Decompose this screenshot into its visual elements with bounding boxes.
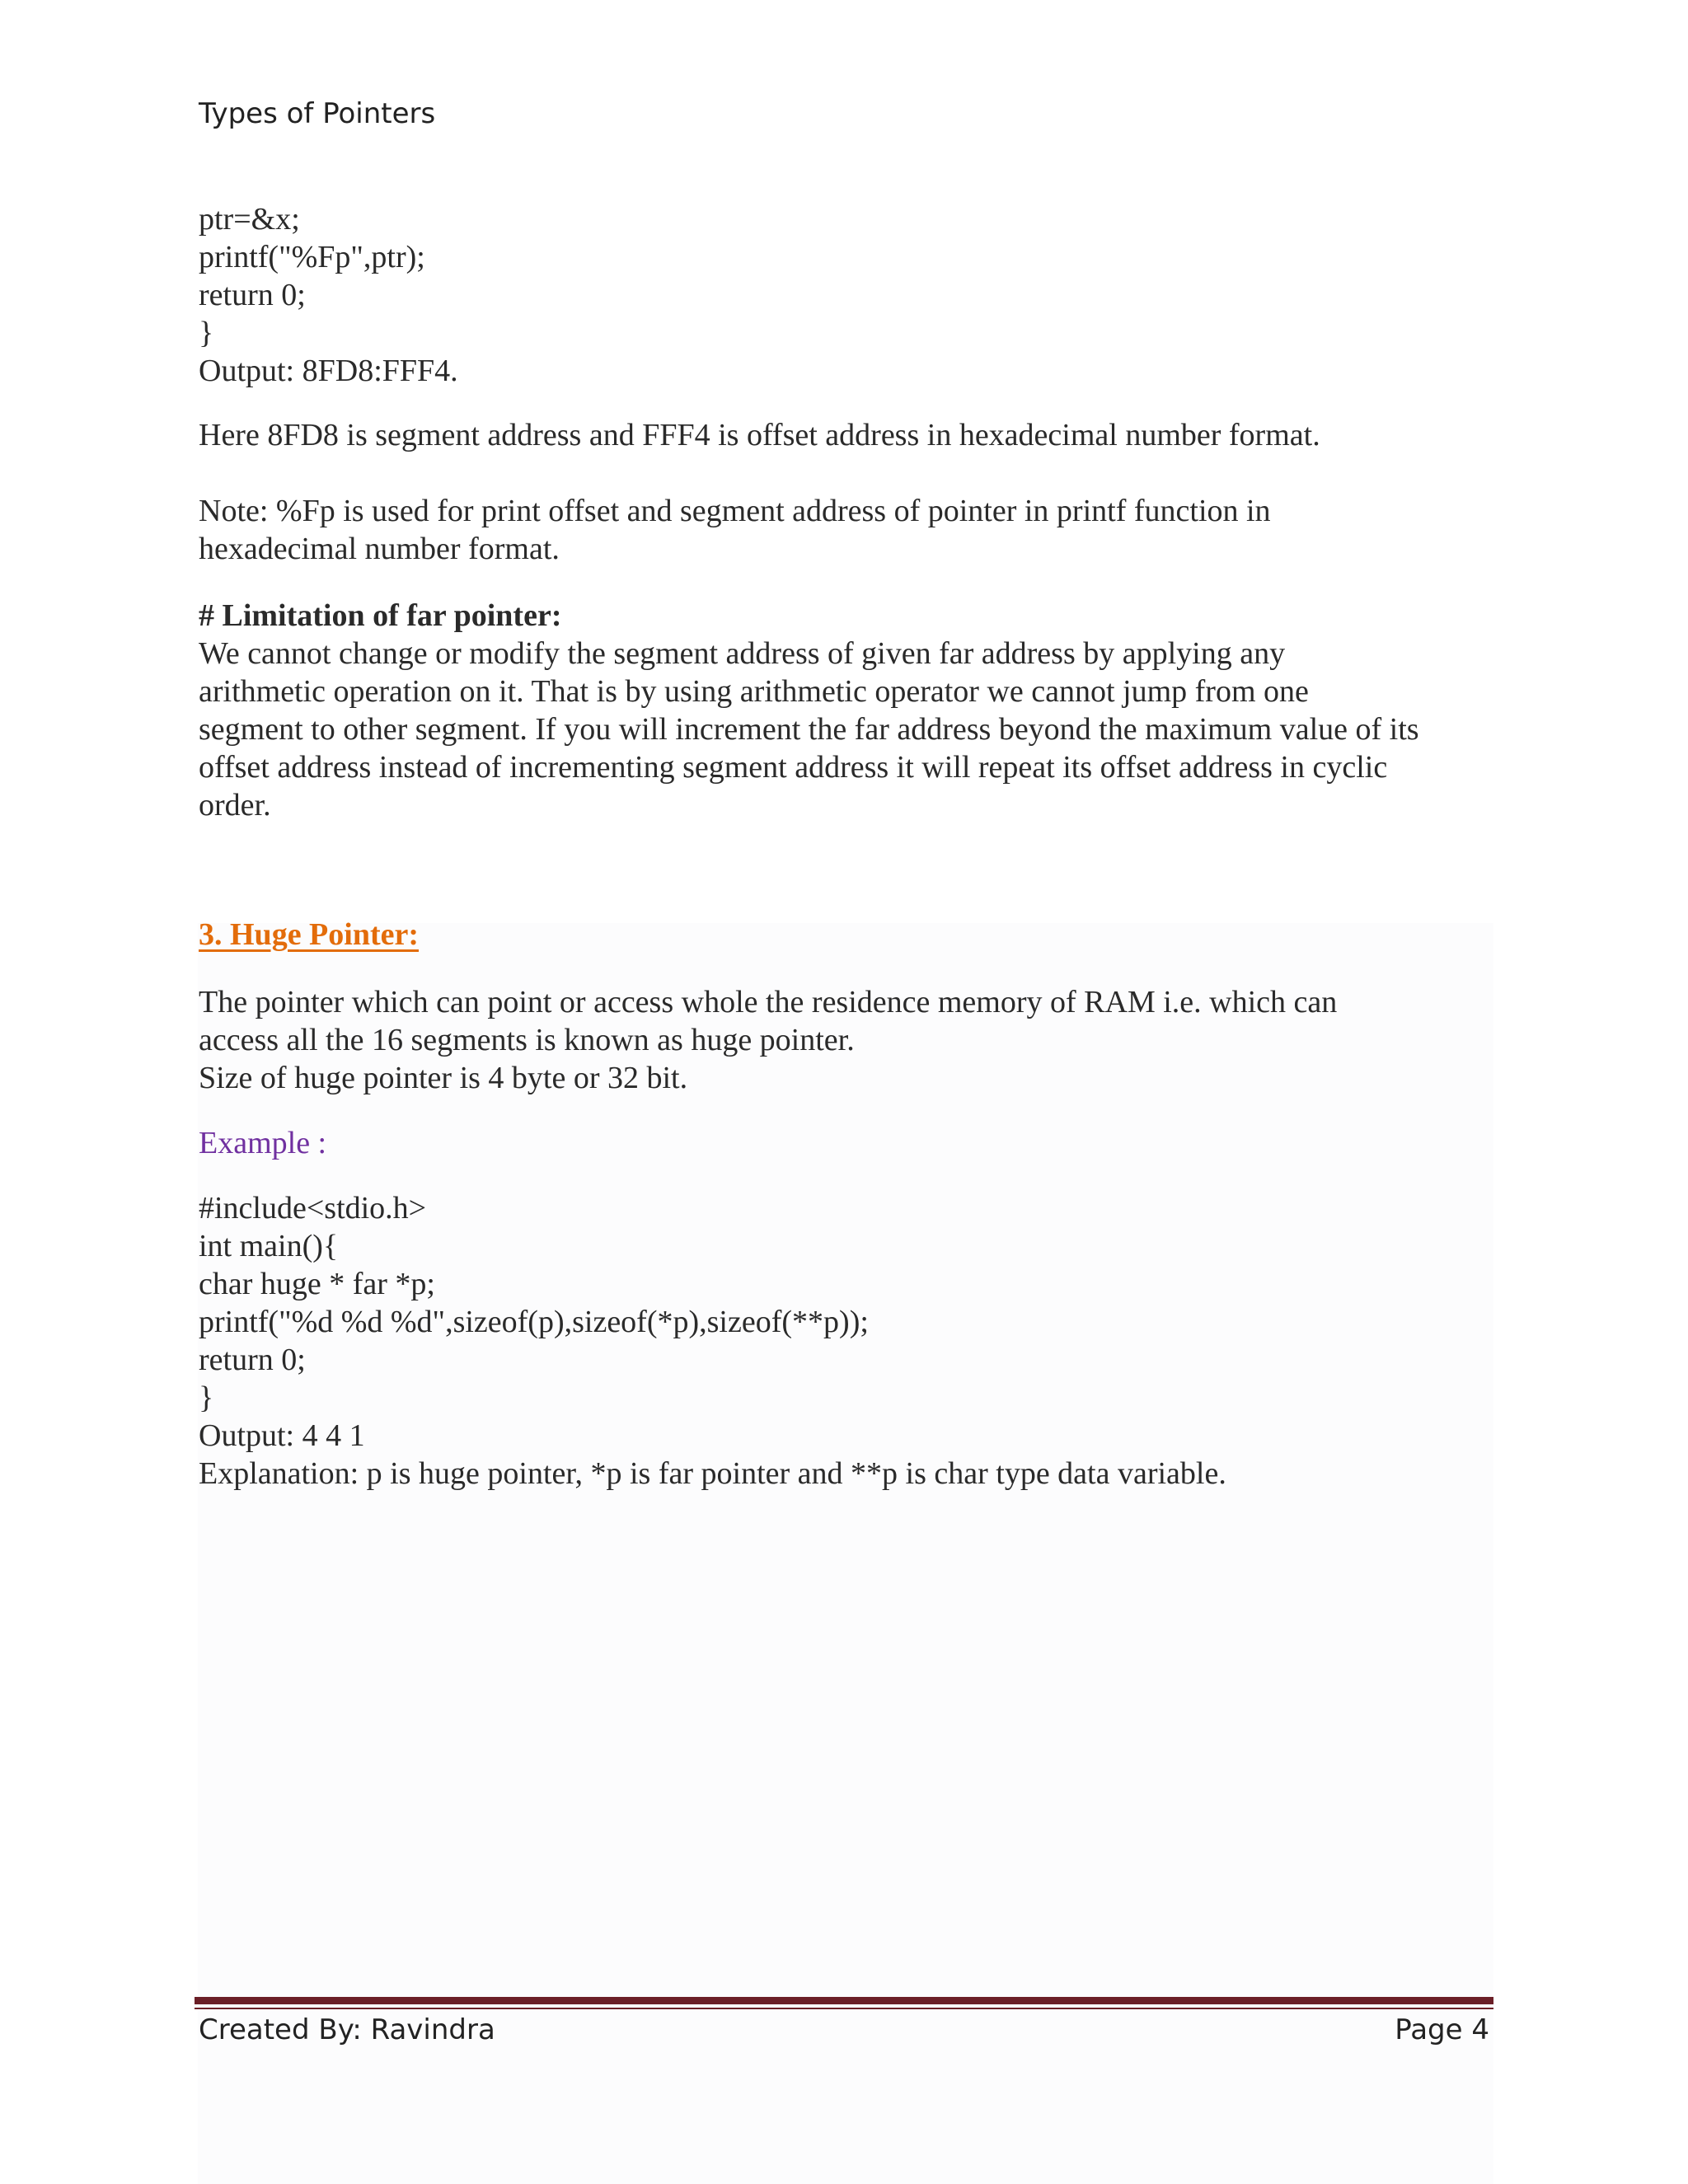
page-header-title: Types of Pointers [199,97,436,130]
note-line: hexadecimal number format. [199,532,560,566]
code-line: int main(){ [199,1229,339,1263]
footer-page-number: Page 4 [1395,2013,1489,2046]
code-line: } [199,316,214,350]
limitation-heading: # Limitation of far pointer: [199,598,562,633]
limitation-line: We cannot change or modify the segment address of given far address by applying any [199,636,1286,671]
explanation-line: Explanation: p is huge pointer, *p is far pointer and **p is char type data variable. [199,1456,1226,1491]
footer-rule-thick [195,1997,1493,2004]
output-line: Output: 8FD8:FFF4. [199,354,458,388]
explanation-paragraph: Here 8FD8 is segment address and FFF4 is offset address in hexadecimal number format. [199,418,1320,452]
limitation-line: segment to other segment. If you will increment the far address beyond the maximum value of its [199,712,1419,747]
code-line: return 0; [199,1343,306,1377]
code-line: } [199,1380,214,1415]
description-line: The pointer which can point or access whole the residence memory of RAM i.e. which can [199,985,1338,1019]
output-line: Output: 4 4 1 [199,1418,365,1453]
footer-rule-thin [195,2008,1493,2009]
section-heading-huge-pointer: 3. Huge Pointer: [199,917,420,952]
limitation-line: offset address instead of incrementing segment address it will repeat its offset address in cyclic [199,750,1388,785]
description-line: Size of huge pointer is 4 byte or 32 bit. [199,1061,688,1095]
code-line: return 0; [199,278,306,312]
description-line: access all the 16 segments is known as huge pointer. [199,1023,855,1057]
note-line: Note: %Fp is used for print offset and segment address of pointer in printf function in [199,494,1271,528]
code-line: char huge * far *p; [199,1267,435,1301]
limitation-line: order. [199,788,271,823]
code-line: printf("%Fp",ptr); [199,240,425,274]
limitation-line: arithmetic operation on it. That is by using arithmetic operator we cannot jump from one [199,674,1309,709]
page-background-shade [198,923,1493,2184]
code-line: printf("%d %d %d",sizeof(p),sizeof(*p),sizeof(**p)); [199,1305,869,1339]
code-line: ptr=&x; [199,202,300,237]
example-label: Example : [199,1126,327,1160]
footer-author: Created By: Ravindra [199,2013,495,2046]
code-line: #include<stdio.h> [199,1191,427,1226]
